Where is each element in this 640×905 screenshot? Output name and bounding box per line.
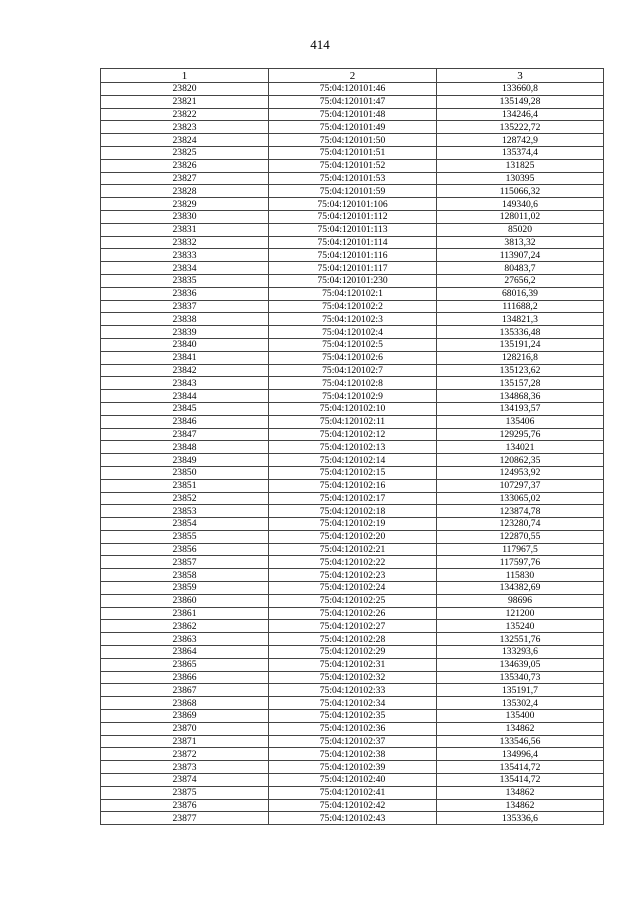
row-number-cell: 23873: [101, 761, 269, 774]
table-row: [101, 313, 604, 326]
value-cell: 132551,76: [437, 633, 604, 646]
value-cell: 149340,6: [437, 198, 604, 211]
value-cell: 111688,2: [437, 300, 604, 313]
cadastral-number-cell: 75:04:120102:21: [269, 543, 437, 556]
value-cell: 135336,6: [437, 812, 604, 825]
cadastral-number-cell: 75:04:120102:36: [269, 722, 437, 735]
table-row: [101, 121, 604, 134]
row-number-cell: 23839: [101, 326, 269, 339]
table-row: [101, 338, 604, 351]
cadastral-number-cell: 75:04:120102:8: [269, 377, 437, 390]
table-row: [101, 671, 604, 684]
cadastral-number-cell: 75:04:120102:23: [269, 569, 437, 582]
cadastral-number-cell: 75:04:120102:2: [269, 300, 437, 313]
table-row: [101, 159, 604, 172]
row-number-cell: 23837: [101, 300, 269, 313]
row-number-cell: 23849: [101, 454, 269, 467]
table-row: [101, 274, 604, 287]
cadastral-number-cell: 75:04:120102:31: [269, 658, 437, 671]
row-number-cell: 23874: [101, 774, 269, 787]
value-cell: 134021: [437, 441, 604, 454]
cadastral-number-cell: 75:04:120101:52: [269, 159, 437, 172]
table-row: [101, 402, 604, 415]
row-number-cell: 23850: [101, 466, 269, 479]
value-cell: 133293,6: [437, 646, 604, 659]
cadastral-number-cell: 75:04:120101:59: [269, 185, 437, 198]
cadastral-number-cell: 75:04:120101:51: [269, 146, 437, 159]
value-cell: 135374,4: [437, 146, 604, 159]
cadastral-number-cell: 75:04:120102:15: [269, 466, 437, 479]
row-number-cell: 23822: [101, 108, 269, 121]
row-number-cell: 23826: [101, 159, 269, 172]
column-header-3: 3: [437, 69, 604, 83]
cadastral-number-cell: 75:04:120101:113: [269, 223, 437, 236]
cadastral-number-cell: 75:04:120102:34: [269, 697, 437, 710]
cadastral-number-cell: 75:04:120102:6: [269, 351, 437, 364]
page-number: 414: [310, 37, 330, 52]
value-cell: 134821,3: [437, 313, 604, 326]
value-cell: 129295,76: [437, 428, 604, 441]
value-cell: 128216,8: [437, 351, 604, 364]
cadastral-number-cell: 75:04:120101:47: [269, 95, 437, 108]
value-cell: 134639,05: [437, 658, 604, 671]
value-cell: 135222,72: [437, 121, 604, 134]
row-number-cell: 23877: [101, 812, 269, 825]
row-number-cell: 23866: [101, 671, 269, 684]
value-cell: 80483,7: [437, 262, 604, 275]
cadastral-number-cell: 75:04:120102:13: [269, 441, 437, 454]
cadastral-number-cell: 75:04:120102:19: [269, 518, 437, 531]
table-row: [101, 466, 604, 479]
value-cell: 107297,37: [437, 479, 604, 492]
cadastral-number-cell: 75:04:120102:17: [269, 492, 437, 505]
row-number-cell: 23820: [101, 83, 269, 96]
cadastral-number-cell: 75:04:120102:20: [269, 530, 437, 543]
table-row: [101, 249, 604, 262]
value-cell: 115830: [437, 569, 604, 582]
row-number-cell: 23854: [101, 518, 269, 531]
row-number-cell: 23834: [101, 262, 269, 275]
row-number-cell: 23821: [101, 95, 269, 108]
row-number-cell: 23872: [101, 748, 269, 761]
row-number-cell: 23855: [101, 530, 269, 543]
cadastral-number-cell: 75:04:120102:14: [269, 454, 437, 467]
row-number-cell: 23858: [101, 569, 269, 582]
cadastral-number-cell: 75:04:120102:26: [269, 607, 437, 620]
value-cell: 135191,7: [437, 684, 604, 697]
cadastral-number-cell: 75:04:120101:50: [269, 134, 437, 147]
row-number-cell: 23846: [101, 415, 269, 428]
table-row: [101, 210, 604, 223]
row-number-cell: 23871: [101, 735, 269, 748]
table-row: [101, 530, 604, 543]
table-row: [101, 633, 604, 646]
cadastral-number-cell: 75:04:120102:9: [269, 390, 437, 403]
cadastral-number-cell: 75:04:120102:1: [269, 287, 437, 300]
table-row: [101, 722, 604, 735]
value-cell: 135302,4: [437, 697, 604, 710]
cadastral-number-cell: 75:04:120102:28: [269, 633, 437, 646]
table-row: [101, 300, 604, 313]
column-header-2: 2: [269, 69, 437, 83]
row-number-cell: 23852: [101, 492, 269, 505]
header-row: [101, 69, 604, 83]
table-row: [101, 390, 604, 403]
value-cell: 135336,48: [437, 326, 604, 339]
table-body: [101, 83, 604, 825]
cadastral-number-cell: 75:04:120101:53: [269, 172, 437, 185]
cadastral-number-cell: 75:04:120102:4: [269, 326, 437, 339]
table-row: [101, 505, 604, 518]
value-cell: 68016,39: [437, 287, 604, 300]
table-row: [101, 594, 604, 607]
value-cell: 98696: [437, 594, 604, 607]
table-row: [101, 364, 604, 377]
cadastral-number-cell: 75:04:120101:49: [269, 121, 437, 134]
cadastral-number-cell: 75:04:120102:29: [269, 646, 437, 659]
row-number-cell: 23869: [101, 710, 269, 723]
row-number-cell: 23830: [101, 210, 269, 223]
cadastral-number-cell: 75:04:120101:46: [269, 83, 437, 96]
cadastral-number-cell: 75:04:120102:5: [269, 338, 437, 351]
cadastral-number-cell: 75:04:120102:12: [269, 428, 437, 441]
table-row: [101, 377, 604, 390]
table-row: [101, 582, 604, 595]
value-cell: 135149,28: [437, 95, 604, 108]
value-cell: 123280,74: [437, 518, 604, 531]
row-number-cell: 23868: [101, 697, 269, 710]
row-number-cell: 23827: [101, 172, 269, 185]
table-row: [101, 287, 604, 300]
table-row: [101, 236, 604, 249]
table-row: [101, 710, 604, 723]
table-row: [101, 556, 604, 569]
value-cell: 134382,69: [437, 582, 604, 595]
value-cell: 133065,02: [437, 492, 604, 505]
cadastral-number-cell: 75:04:120101:230: [269, 274, 437, 287]
row-number-cell: 23829: [101, 198, 269, 211]
value-cell: 135340,73: [437, 671, 604, 684]
value-cell: 135406: [437, 415, 604, 428]
table-row: [101, 646, 604, 659]
value-cell: 85020: [437, 223, 604, 236]
value-cell: 134862: [437, 722, 604, 735]
row-number-cell: 23862: [101, 620, 269, 633]
value-cell: 133546,56: [437, 735, 604, 748]
table-row: [101, 83, 604, 96]
cadastral-number-cell: 75:04:120101:116: [269, 249, 437, 262]
value-cell: 113907,24: [437, 249, 604, 262]
cadastral-number-cell: 75:04:120101:112: [269, 210, 437, 223]
row-number-cell: 23859: [101, 582, 269, 595]
value-cell: 120862,35: [437, 454, 604, 467]
table-row: [101, 697, 604, 710]
value-cell: 133660,8: [437, 83, 604, 96]
value-cell: 134996,4: [437, 748, 604, 761]
table-row: [101, 441, 604, 454]
cadastral-number-cell: 75:04:120101:117: [269, 262, 437, 275]
value-cell: 135157,28: [437, 377, 604, 390]
row-number-cell: 23823: [101, 121, 269, 134]
row-number-cell: 23856: [101, 543, 269, 556]
row-number-cell: 23867: [101, 684, 269, 697]
table-row: [101, 658, 604, 671]
row-number-cell: 23864: [101, 646, 269, 659]
value-cell: 123874,78: [437, 505, 604, 518]
row-number-cell: 23851: [101, 479, 269, 492]
cadastral-number-cell: 75:04:120101:114: [269, 236, 437, 249]
table-row: [101, 620, 604, 633]
cadastral-number-cell: 75:04:120102:39: [269, 761, 437, 774]
value-cell: 121200: [437, 607, 604, 620]
data-table: [100, 68, 604, 825]
cadastral-number-cell: 75:04:120102:18: [269, 505, 437, 518]
row-number-cell: 23843: [101, 377, 269, 390]
value-cell: 117597,76: [437, 556, 604, 569]
cadastral-number-cell: 75:04:120102:24: [269, 582, 437, 595]
cadastral-number-cell: 75:04:120102:33: [269, 684, 437, 697]
value-cell: 135414,72: [437, 761, 604, 774]
row-number-cell: 23835: [101, 274, 269, 287]
row-number-cell: 23825: [101, 146, 269, 159]
table-row: [101, 569, 604, 582]
table-row: [101, 262, 604, 275]
cadastral-number-cell: 75:04:120102:7: [269, 364, 437, 377]
value-cell: 134862: [437, 799, 604, 812]
value-cell: 134246,4: [437, 108, 604, 121]
value-cell: 135400: [437, 710, 604, 723]
table-row: [101, 518, 604, 531]
value-cell: 122870,55: [437, 530, 604, 543]
value-cell: 128011,02: [437, 210, 604, 223]
cadastral-number-cell: 75:04:120102:3: [269, 313, 437, 326]
row-number-cell: 23860: [101, 594, 269, 607]
row-number-cell: 23828: [101, 185, 269, 198]
value-cell: 3813,32: [437, 236, 604, 249]
table-row: [101, 185, 604, 198]
table-header: [101, 69, 604, 83]
value-cell: 130395: [437, 172, 604, 185]
cadastral-number-cell: 75:04:120101:106: [269, 198, 437, 211]
table-row: [101, 543, 604, 556]
value-cell: 135414,72: [437, 774, 604, 787]
value-cell: 124953,92: [437, 466, 604, 479]
value-cell: 134193,57: [437, 402, 604, 415]
row-number-cell: 23836: [101, 287, 269, 300]
table-row: [101, 108, 604, 121]
cadastral-number-cell: 75:04:120102:43: [269, 812, 437, 825]
cadastral-number-cell: 75:04:120102:35: [269, 710, 437, 723]
row-number-cell: 23824: [101, 134, 269, 147]
cadastral-number-cell: 75:04:120102:10: [269, 402, 437, 415]
value-cell: 135240: [437, 620, 604, 633]
value-cell: 134862: [437, 786, 604, 799]
row-number-cell: 23841: [101, 351, 269, 364]
table-row: [101, 95, 604, 108]
cadastral-number-cell: 75:04:120102:42: [269, 799, 437, 812]
table-row: [101, 607, 604, 620]
value-cell: 115066,32: [437, 185, 604, 198]
table-row: [101, 812, 604, 825]
value-cell: 117967,5: [437, 543, 604, 556]
row-number-cell: 23840: [101, 338, 269, 351]
cadastral-number-cell: 75:04:120102:16: [269, 479, 437, 492]
table-row: [101, 735, 604, 748]
row-number-cell: 23861: [101, 607, 269, 620]
table-row: [101, 774, 604, 787]
table-row: [101, 786, 604, 799]
row-number-cell: 23847: [101, 428, 269, 441]
cadastral-number-cell: 75:04:120102:32: [269, 671, 437, 684]
cadastral-number-cell: 75:04:120102:40: [269, 774, 437, 787]
cadastral-number-cell: 75:04:120102:11: [269, 415, 437, 428]
row-number-cell: 23863: [101, 633, 269, 646]
row-number-cell: 23857: [101, 556, 269, 569]
table-row: [101, 172, 604, 185]
cadastral-number-cell: 75:04:120102:27: [269, 620, 437, 633]
table-row: [101, 761, 604, 774]
cadastral-number-cell: 75:04:120102:22: [269, 556, 437, 569]
table-row: [101, 479, 604, 492]
row-number-cell: 23842: [101, 364, 269, 377]
table-row: [101, 454, 604, 467]
row-number-cell: 23845: [101, 402, 269, 415]
value-cell: 134868,36: [437, 390, 604, 403]
row-number-cell: 23838: [101, 313, 269, 326]
cadastral-number-cell: 75:04:120102:25: [269, 594, 437, 607]
row-number-cell: 23870: [101, 722, 269, 735]
column-header-1: 1: [101, 69, 269, 83]
table-row: [101, 134, 604, 147]
value-cell: 135191,24: [437, 338, 604, 351]
table-row: [101, 799, 604, 812]
table-row: [101, 198, 604, 211]
row-number-cell: 23848: [101, 441, 269, 454]
row-number-cell: 23832: [101, 236, 269, 249]
row-number-cell: 23865: [101, 658, 269, 671]
table-row: [101, 492, 604, 505]
row-number-cell: 23853: [101, 505, 269, 518]
cadastral-number-cell: 75:04:120101:48: [269, 108, 437, 121]
value-cell: 131825: [437, 159, 604, 172]
table-row: [101, 748, 604, 761]
row-number-cell: 23875: [101, 786, 269, 799]
table-row: [101, 351, 604, 364]
row-number-cell: 23831: [101, 223, 269, 236]
table-row: [101, 428, 604, 441]
table-row: [101, 415, 604, 428]
row-number-cell: 23876: [101, 799, 269, 812]
row-number-cell: 23833: [101, 249, 269, 262]
row-number-cell: 23844: [101, 390, 269, 403]
value-cell: 128742,9: [437, 134, 604, 147]
table-row: [101, 223, 604, 236]
table-row: [101, 326, 604, 339]
table-row: [101, 146, 604, 159]
value-cell: 135123,62: [437, 364, 604, 377]
value-cell: 27656,2: [437, 274, 604, 287]
table-row: [101, 684, 604, 697]
cadastral-number-cell: 75:04:120102:37: [269, 735, 437, 748]
cadastral-number-cell: 75:04:120102:41: [269, 786, 437, 799]
cadastral-number-cell: 75:04:120102:38: [269, 748, 437, 761]
